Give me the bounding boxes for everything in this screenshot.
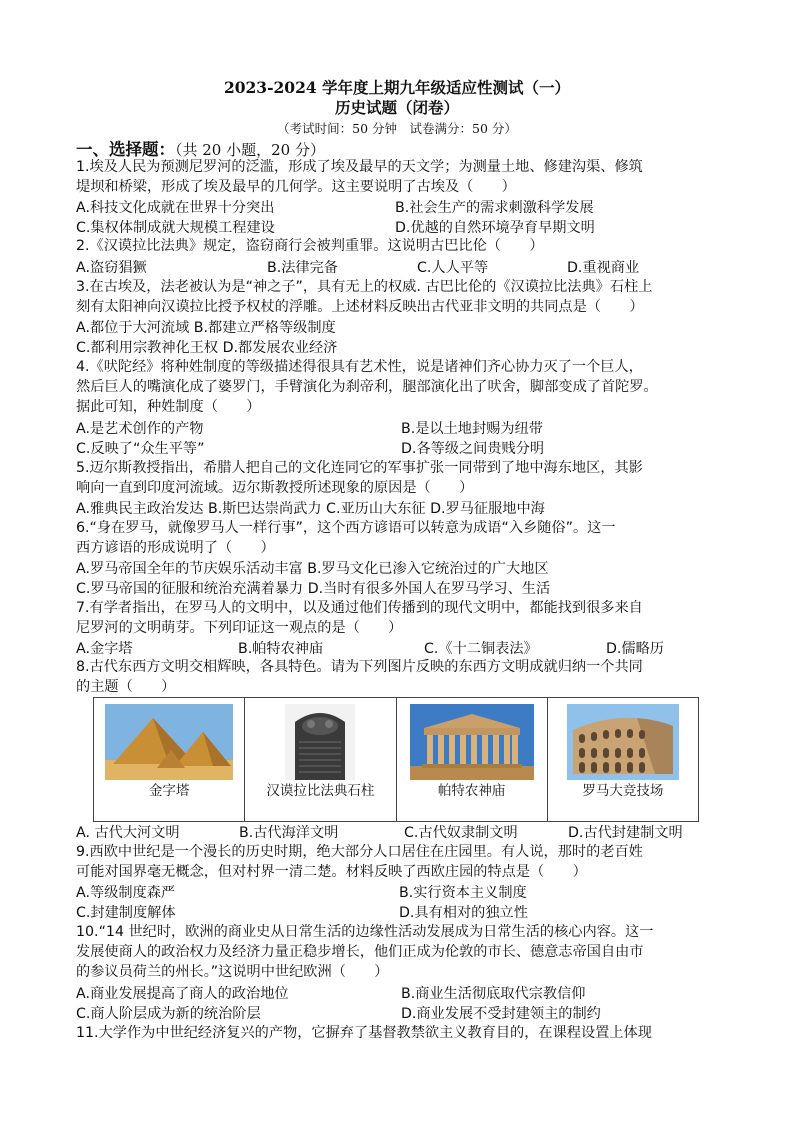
question-9-options-row2 — [76, 902, 724, 922]
option-abcd[interactable]: A.雅典民主政治发达 B.斯巴达崇尚武力 C.亚历山大东征 D.罗马征服地中海 — [76, 501, 545, 517]
option-c[interactable]: C.封建制度解体 — [76, 905, 176, 921]
question-line: 3.在古埃及，法老被认为是“神之子”，具有无上的权威. 古巴比伦的《汉谟拉比法典》石柱上 — [76, 279, 653, 295]
question-8-options — [76, 822, 724, 842]
question-line: 4.《吠陀经》将种姓制度的等级描述得很具有艺术性，说是诸神们齐心协力灭了一个巨人， — [76, 359, 643, 375]
question-1-options-row1 — [76, 197, 724, 217]
question-3-stem — [76, 277, 724, 317]
question-1-options-row2 — [76, 217, 724, 237]
question-6-options-row2 — [76, 578, 724, 598]
question-line: 据此可知，种姓制度（ ） — [76, 399, 261, 416]
question-5-stem — [76, 458, 724, 498]
question-line: 9.西欧中世纪是一个漫长的历史时期，绝大部分人口居住在庄园里。有人说，那时的老百姓 — [76, 844, 643, 860]
option-c[interactable]: C.《十二铜表法》 — [424, 641, 538, 657]
option-a[interactable]: A.盗窃猖獗 — [76, 260, 147, 276]
picture-cell-pyramids — [94, 698, 245, 821]
question-line: 响向一直到印度河流域。迈尔斯教授所述现象的原因是（ ） — [76, 480, 474, 497]
option-b[interactable]: B.实行资本主义制度 — [399, 885, 527, 901]
question-line: 10.“14 世纪时，欧洲的商业史从日常生活的边缘性活动发展成为日常生活的核心内容。这一 — [76, 924, 654, 940]
option-c[interactable]: C.人人平等 — [417, 260, 489, 276]
picture-caption: 帕特农神庙 — [437, 783, 506, 799]
option-d[interactable]: D.各等级之间贵贱分明 — [401, 441, 545, 457]
question-8-stem — [76, 657, 724, 697]
option-a[interactable]: A.是艺术创作的产物 — [76, 421, 204, 437]
question-3-options-row2 — [76, 337, 724, 357]
picture-cell-parthenon — [397, 698, 548, 821]
option-cd[interactable]: C.罗马帝国的征服和统治充满着暴力 D.当时有很多外国人在罗马学习、生活 — [76, 581, 551, 597]
option-b[interactable]: B.是以土地封赐为纽带 — [401, 421, 543, 437]
option-ab[interactable]: A.都位于大河流域 B.都建立严格等级制度 — [76, 320, 336, 336]
picture-cell-stele — [245, 698, 396, 821]
exam-info: （考试时间：50 分钟 试卷满分：50 分） — [277, 121, 517, 136]
colosseum-image — [567, 704, 679, 780]
option-a[interactable]: A.商业发展提高了商人的政治地位 — [76, 986, 289, 1002]
option-a[interactable]: A. 古代大河文明 — [76, 825, 180, 841]
question-4-stem — [76, 357, 724, 418]
question-line: 7.有学者指出，在罗马人的文明中，以及通过他们传播到的现代文明中，都能找到很多来自 — [76, 600, 643, 616]
question-1-stem — [76, 157, 724, 197]
option-d[interactable]: D.古代封建制文明 — [568, 825, 683, 841]
option-cd[interactable]: C.都利用宗教神化王权 D.都发展农业经济 — [76, 340, 338, 356]
option-c[interactable]: C.集权体制成就大规模工程建设 — [76, 220, 275, 236]
question-line: 的参议员荷兰的州长。”这说明中世纪欧洲（ ） — [76, 964, 389, 981]
question-6-options-row1 — [76, 558, 724, 578]
picture-caption: 罗马大竞技场 — [582, 783, 664, 799]
picture-table — [93, 697, 699, 822]
parthenon-image — [410, 704, 534, 780]
option-b[interactable]: B.社会生产的需求刺激科学发展 — [395, 200, 594, 216]
option-d[interactable]: D.优越的自然环境孕育早期文明 — [395, 220, 595, 236]
option-c[interactable]: C.商人阶层成为新的统治阶层 — [76, 1006, 261, 1022]
option-b[interactable]: B.法律完备 — [267, 260, 338, 276]
question-9-options-row1 — [76, 882, 724, 902]
option-c[interactable]: C.反映了“众生平等” — [76, 441, 205, 457]
question-4-options-row2 — [76, 438, 724, 458]
exam-subtitle: 历史试题（闭卷） — [334, 98, 459, 117]
question-10-options-row2 — [76, 1003, 724, 1023]
picture-caption: 汉谟拉比法典石柱 — [266, 783, 375, 799]
option-a[interactable]: A.金字塔 — [76, 641, 133, 657]
question-6-stem — [76, 518, 724, 558]
option-b[interactable]: B.商业生活彻底取代宗教信仰 — [401, 986, 586, 1002]
option-d[interactable]: D.儒略历 — [606, 641, 664, 657]
question-line: 刻有太阳神向汉谟拉比授予权杖的浮雕。上述材料反映出古代亚非文明的共同点是（ ） — [76, 299, 644, 316]
question-line: 发展使商人的政治权力及经济力量正稳步增长，他们正成为伦敦的市长、德意志帝国自由市 — [76, 944, 644, 961]
question-5-options — [76, 498, 724, 518]
option-a[interactable]: A.科技文化成就在世界十分突出 — [76, 200, 275, 216]
question-10-stem — [76, 922, 724, 983]
question-line: 1.埃及人民为预测尼罗河的泛滥，形成了埃及最早的天文学；为测量土地、修建沟渠、修筑 — [76, 159, 643, 175]
option-d[interactable]: D.商业发展不受封建领主的制约 — [401, 1006, 601, 1022]
section-note: （共 20 小题，20 分） — [175, 141, 325, 159]
picture-cell-colosseum — [548, 698, 698, 821]
option-d[interactable]: D.具有相对的独立性 — [399, 905, 528, 921]
question-7-options — [76, 638, 724, 658]
question-9-stem — [76, 842, 724, 882]
question-2-stem — [76, 236, 724, 256]
option-ab[interactable]: A.罗马帝国全年的节庆娱乐活动丰富 B.罗马文化已渗入它统治过的广大地区 — [76, 561, 549, 577]
question-line: 5.迈尔斯教授指出，希腊人把自己的文化连同它的军事扩张一同带到了地中海东地区，其影 — [76, 460, 643, 476]
question-10-options-row1 — [76, 983, 724, 1003]
question-7-stem — [76, 598, 724, 638]
section-title: 一、选择题： — [76, 140, 175, 159]
question-line: 的主题（ ） — [76, 679, 176, 696]
option-a[interactable]: A.等级制度森严 — [76, 885, 176, 901]
question-line: 11.大学作为中世纪经济复兴的产物，它摒弃了基督教禁欲主义教育目的，在课程设置上体现 — [76, 1025, 652, 1041]
question-line: 然后巨人的嘴演化成了婆罗门，手臂演化为刹帝利，腿部演化出了吠舍，脚部变成了首陀罗。 — [76, 379, 658, 396]
picture-caption: 金字塔 — [148, 783, 190, 799]
option-d[interactable]: D.重视商业 — [567, 260, 640, 276]
option-c[interactable]: C.古代奴隶制文明 — [404, 825, 518, 841]
pyramids-image — [105, 704, 233, 780]
question-line: 8.古代东西方文明交相辉映，各具特色。请为下列图片反映的东西方文明成就归纳一个共同 — [76, 659, 643, 675]
question-3-options-row1 — [76, 317, 724, 337]
question-2-options — [76, 257, 724, 277]
question-line: 堤坝和桥梁，形成了埃及最早的几何学。这主要说明了古埃及（ ） — [76, 179, 516, 196]
question-line: 尼罗河的文明萌芽。下列印证这一观点的是（ ） — [76, 620, 403, 637]
question-line: 2.《汉谟拉比法典》规定，盗窃商行会被判重罪。这说明古巴比伦（ ） — [76, 238, 544, 254]
stele-image — [285, 704, 355, 780]
exam-title: 2023-2024 学年度上期九年级适应性测试（一） — [223, 78, 571, 97]
option-b[interactable]: B.古代海洋文明 — [239, 825, 339, 841]
question-line: 可能对国界毫无概念，但对村界一清二楚。材料反映了西欧庄园的特点是（ ） — [76, 864, 587, 881]
question-line: 西方谚语的形成说明了（ ） — [76, 540, 275, 557]
option-b[interactable]: B.帕特农神庙 — [238, 641, 324, 657]
question-4-options-row1 — [76, 418, 724, 438]
question-11-stem — [76, 1023, 724, 1043]
question-line: 6.“身在罗马，就像罗马人一样行事”，这个西方谚语可以转意为成语“入乡随俗”。这一 — [76, 520, 616, 536]
